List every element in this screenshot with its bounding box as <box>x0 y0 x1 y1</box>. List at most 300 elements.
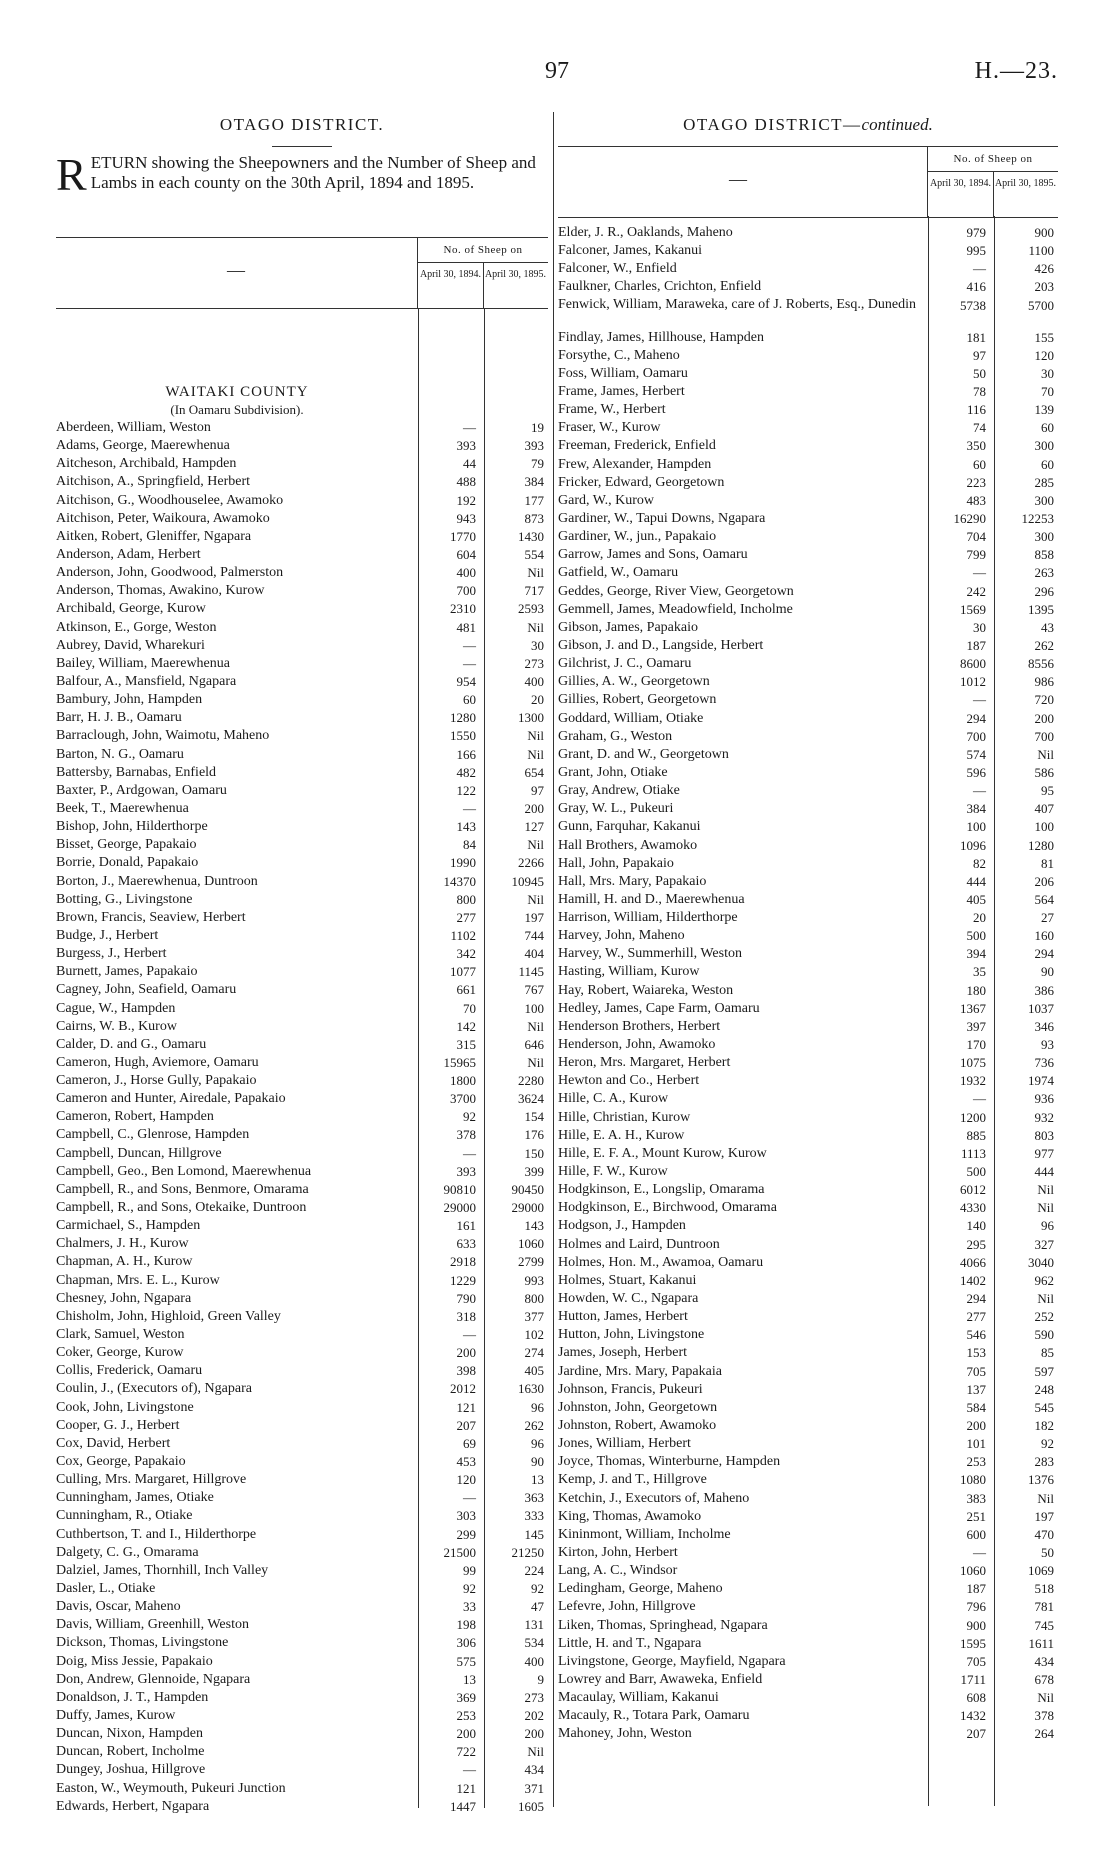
sheep-1895: 2280 <box>518 1073 544 1089</box>
sheep-1894: 574 <box>966 746 986 762</box>
table-row <box>558 1145 1058 1163</box>
sheep-1894: 14370 <box>443 873 476 889</box>
sheep-1895: 85 <box>1041 1345 1054 1361</box>
sheep-1894: 1447 <box>450 1798 476 1814</box>
owner-name: Aitken, Robert, Gleniffer, Ngapara <box>56 528 252 544</box>
table-row <box>56 419 548 437</box>
sheep-1895: 736 <box>1034 1055 1054 1071</box>
sheep-1895: 19 <box>531 420 544 435</box>
right-heading-continued: continued. <box>861 115 933 134</box>
owner-name: Battersby, Barnabas, Enfield <box>56 764 217 780</box>
sheep-1894: 705 <box>966 1653 986 1669</box>
sheep-1894: 488 <box>456 474 476 490</box>
sheep-1895: 654 <box>524 764 544 780</box>
sheep-1894: 1102 <box>450 927 476 943</box>
owner-name: Bisset, George, Papakaio <box>56 837 197 853</box>
sheep-1894: 318 <box>456 1308 476 1324</box>
owner-name: Cameron, J., Horse Gully, Papakaio <box>56 1073 257 1089</box>
sheep-1895: 262 <box>524 1417 544 1433</box>
owner-name: Chalmers, J. H., Kurow <box>56 1236 189 1252</box>
table-row <box>56 1471 548 1489</box>
sheep-1894: — <box>973 565 986 581</box>
sheep-1894: 99 <box>463 1562 476 1578</box>
sheep-1895: 1060 <box>518 1236 544 1252</box>
sheep-1895: 300 <box>1034 438 1054 454</box>
sheep-1894: 223 <box>966 474 986 490</box>
table-row <box>56 1435 548 1453</box>
table-row <box>56 927 548 945</box>
owner-name: Aberdeen, William, Weston <box>56 420 211 435</box>
table-row <box>56 746 548 764</box>
table-row <box>56 1054 548 1072</box>
sheep-1895: 745 <box>1034 1617 1054 1633</box>
intro-text: ETURN showing the Sheepowners and the Number of Sheep and Lambs in each county on the 30th April, 1894 and 1895. <box>90 153 536 192</box>
sheep-1894: — <box>463 1490 476 1506</box>
sheep-1895: 92 <box>531 1581 544 1596</box>
table-row <box>558 982 1058 1000</box>
table-row <box>558 1417 1058 1435</box>
owner-name: Carmichael, S., Hampden <box>56 1218 201 1234</box>
left-table-header <box>56 237 548 309</box>
table-row <box>558 1163 1058 1181</box>
owner-name: Hall, John, Papakaio <box>558 855 674 871</box>
owner-name: Grant, D. and W., Georgetown <box>558 746 729 762</box>
sheep-1894: 604 <box>456 546 476 562</box>
sheep-1895: 1145 <box>518 964 544 980</box>
owner-name: Chapman, Mrs. E. L., Kurow <box>56 1272 220 1288</box>
owner-name: Aitchison, G., Woodhouselee, Awamoko <box>56 492 284 508</box>
owner-name: Budge, J., Herbert <box>56 927 159 943</box>
sheep-1894: 60 <box>973 456 986 472</box>
sheep-1895: 781 <box>1034 1599 1054 1615</box>
sheep-1894: 143 <box>456 819 476 835</box>
owner-name: Burnett, James, Papakaio <box>56 964 198 980</box>
sheep-1895: 197 <box>1034 1508 1054 1524</box>
table-row <box>558 637 1058 655</box>
table-row <box>558 691 1058 709</box>
sheep-1895: 95 <box>1041 783 1054 799</box>
table-row <box>558 278 1058 296</box>
sheep-1895: 21250 <box>511 1544 544 1560</box>
table-row <box>56 1653 548 1671</box>
table-row <box>56 818 548 836</box>
sheep-1895: Nil <box>1037 746 1054 762</box>
table-row <box>558 528 1058 546</box>
owner-name: Freeman, Frederick, Enfield <box>558 438 716 454</box>
sheep-1894: 1075 <box>960 1055 986 1071</box>
owner-name: Gibson, J. and D., Langside, Herbert <box>558 637 764 653</box>
sheep-1895: 200 <box>524 1726 544 1742</box>
owner-name: Cameron, Hugh, Aviemore, Oamaru <box>56 1054 259 1070</box>
sheep-1894: 16290 <box>953 510 986 526</box>
table-row <box>56 1253 548 1271</box>
owner-name: Cameron and Hunter, Airedale, Papakaio <box>56 1091 286 1107</box>
sheep-1894: 92 <box>463 1581 476 1596</box>
table-row <box>56 945 548 963</box>
sheep-1894: 166 <box>456 746 476 762</box>
sheep-1895: 197 <box>524 909 544 925</box>
sheep-1894: 1200 <box>960 1109 986 1125</box>
sheep-1895: 1430 <box>518 528 544 544</box>
sheep-1895: 30 <box>531 637 544 653</box>
sheep-1895: 43 <box>1041 619 1054 635</box>
table-row <box>56 1000 548 1018</box>
table-row <box>558 1671 1058 1689</box>
sheep-1895: 900 <box>1034 225 1054 240</box>
owner-name: Hille, C. A., Kurow <box>558 1091 669 1107</box>
owner-name: Faulkner, Charles, Crichton, Enfield <box>558 279 762 295</box>
sheep-1894: 207 <box>456 1417 476 1433</box>
sheep-1894: 979 <box>966 225 986 240</box>
table-row <box>558 347 1058 365</box>
sheep-1895: 873 <box>524 510 544 526</box>
owner-name: Borton, J., Maerewhenua, Duntroon <box>56 873 258 889</box>
sheep-1894: — <box>463 1762 476 1778</box>
owner-name: Hamill, H. and D., Maerewhenua <box>558 891 745 907</box>
table-row <box>56 963 548 981</box>
sheep-1895: 393 <box>524 438 544 454</box>
sheep-1895: Nil <box>527 728 544 744</box>
sheep-1895: 2799 <box>518 1254 544 1270</box>
owner-name: Duncan, Nixon, Hampden <box>56 1726 203 1742</box>
sheep-1894: 92 <box>463 1109 476 1125</box>
owner-name: Hille, Christian, Kurow <box>558 1109 691 1125</box>
sheep-1895: 8556 <box>1028 656 1054 672</box>
sheep-1895: 176 <box>524 1127 544 1143</box>
sheep-1895: 92 <box>1041 1436 1054 1452</box>
table-row <box>558 1653 1058 1671</box>
sheep-1894: 198 <box>456 1617 476 1633</box>
sheep-1894: 90810 <box>443 1181 476 1197</box>
sheep-1894: 82 <box>973 855 986 871</box>
owner-name: Frew, Alexander, Hampden <box>558 456 712 472</box>
sheep-1894: 600 <box>966 1526 986 1542</box>
owner-name: Aubrey, David, Wharekuri <box>56 637 205 653</box>
table-row <box>56 1671 548 1689</box>
sheep-1895: 155 <box>1034 329 1054 345</box>
table-row <box>558 1272 1058 1290</box>
table-row <box>558 260 1058 278</box>
owner-name: Calder, D. and G., Oamaru <box>56 1036 207 1052</box>
owner-name: Hutton, John, Livingstone <box>558 1327 705 1343</box>
sheep-1894: 575 <box>456 1653 476 1669</box>
owner-name: Cox, David, Herbert <box>56 1435 171 1451</box>
sheep-1895: 50 <box>1041 1544 1054 1560</box>
table-row <box>56 1308 548 1326</box>
owner-name: Brown, Francis, Seaview, Herbert <box>56 909 246 925</box>
sheep-1895: 434 <box>1034 1653 1054 1669</box>
owner-name: Chesney, John, Ngapara <box>56 1290 192 1306</box>
sheep-1895: 160 <box>1034 928 1054 944</box>
sheep-1894: — <box>463 800 476 816</box>
sheep-1895: 47 <box>531 1599 544 1615</box>
table-row <box>56 564 548 582</box>
sheep-1894: 954 <box>456 673 476 689</box>
table-row <box>558 1236 1058 1254</box>
owner-name: Campbell, C., Glenrose, Hampden <box>56 1127 250 1143</box>
owner-name: Doig, Miss Jessie, Papakaio <box>56 1653 213 1669</box>
sheep-1894: 170 <box>966 1037 986 1053</box>
sheep-1894: 704 <box>966 529 986 545</box>
column-rule <box>484 308 485 1808</box>
table-row <box>56 528 548 546</box>
sheep-1894: 383 <box>966 1490 986 1506</box>
sheep-1895: 90 <box>531 1454 544 1470</box>
sheep-1895: 60 <box>1041 456 1054 472</box>
sheep-1894: 277 <box>456 909 476 925</box>
table-row <box>56 1145 548 1163</box>
owner-name: Cooper, G. J., Herbert <box>56 1417 180 1433</box>
sheep-1894: 180 <box>966 982 986 998</box>
table-row <box>56 1126 548 1144</box>
sheep-1895: 81 <box>1041 855 1054 871</box>
sheep-1895: 224 <box>524 1562 544 1578</box>
table-row <box>56 1199 548 1217</box>
sheep-1895: 518 <box>1034 1581 1054 1597</box>
owner-name: Cagney, John, Seafield, Oamaru <box>56 982 237 998</box>
owner-name: Little, H. and T., Ngapara <box>558 1635 702 1651</box>
sheep-1895: 100 <box>1034 819 1054 835</box>
table-row <box>56 1018 548 1036</box>
sheep-1894: 796 <box>966 1599 986 1615</box>
table-row <box>558 1254 1058 1272</box>
owner-name: Dalgety, C. G., Omarama <box>56 1544 199 1560</box>
sheep-1895: 127 <box>524 819 544 835</box>
owner-name: Gardiner, W., Tapui Downs, Ngapara <box>558 510 766 526</box>
table-row <box>56 727 548 745</box>
owner-name: Holmes, Hon. M., Awamoa, Oamaru <box>558 1254 764 1270</box>
sheep-1894: 44 <box>463 456 476 472</box>
owner-name: Joyce, Thomas, Winterburne, Hampden <box>558 1454 781 1470</box>
sheep-1894: 4330 <box>960 1200 986 1216</box>
table-row <box>558 782 1058 800</box>
table-row <box>56 673 548 691</box>
table-row <box>558 456 1058 474</box>
table-row <box>56 1453 548 1471</box>
owner-name: Barton, N. G., Oamaru <box>56 746 184 762</box>
table-row <box>56 619 548 637</box>
sheep-1895: 545 <box>1034 1399 1054 1415</box>
table-row <box>558 1308 1058 1326</box>
sheep-1895: 1037 <box>1028 1000 1054 1016</box>
sheep-1895: 590 <box>1034 1327 1054 1343</box>
table-row <box>56 782 548 800</box>
table-row <box>558 1290 1058 1308</box>
table-row <box>56 1108 548 1126</box>
sheep-1895: 800 <box>524 1290 544 1306</box>
table-row <box>558 673 1058 691</box>
owner-name: Harvey, W., Summerhill, Weston <box>558 946 742 962</box>
sheep-1895: 139 <box>1034 402 1054 418</box>
sheep-1895: 102 <box>524 1327 544 1343</box>
table-row <box>558 710 1058 728</box>
column-rule <box>994 216 995 1806</box>
sheep-1895: 202 <box>524 1707 544 1723</box>
sheep-1895: 200 <box>524 800 544 816</box>
sheep-1895: 131 <box>524 1617 544 1633</box>
table-row <box>558 1580 1058 1598</box>
sheep-1894: 192 <box>456 492 476 508</box>
table-row <box>558 1054 1058 1072</box>
sheep-1894: 483 <box>966 492 986 508</box>
sheep-1894: 1402 <box>960 1272 986 1288</box>
sheep-1894: 584 <box>966 1399 986 1415</box>
sheep-1895: 400 <box>524 673 544 689</box>
table-row <box>56 1290 548 1308</box>
table-row <box>56 1580 548 1598</box>
owner-name: Davis, William, Greenhill, Weston <box>56 1617 249 1633</box>
sheep-1895: 273 <box>524 1689 544 1705</box>
sheep-1894: 799 <box>966 547 986 563</box>
table-row <box>558 1127 1058 1145</box>
sheep-1895: 936 <box>1034 1091 1054 1107</box>
sheep-1894: 78 <box>973 383 986 399</box>
table-row <box>558 601 1058 619</box>
table-row <box>558 891 1058 909</box>
table-row <box>56 1598 548 1616</box>
sheep-1895: 182 <box>1034 1418 1054 1433</box>
table-row <box>56 1634 548 1652</box>
sheep-1895: 70 <box>1041 383 1054 399</box>
owner-name: Bambury, John, Hampden <box>56 692 203 708</box>
owner-name: Henderson, John, Awamoko <box>558 1037 716 1053</box>
owner-name: Borrie, Donald, Papakaio <box>56 855 199 871</box>
table-row <box>56 510 548 528</box>
sheep-1894: 253 <box>966 1454 986 1470</box>
sheep-1894: 900 <box>966 1617 986 1633</box>
owner-name: Mahoney, John, Weston <box>558 1726 692 1742</box>
table-row <box>56 1689 548 1707</box>
sheep-count-header <box>417 238 548 308</box>
sheep-1895: 767 <box>524 982 544 998</box>
table-row <box>558 1453 1058 1471</box>
table-row <box>558 1363 1058 1381</box>
table-row <box>56 691 548 709</box>
sheep-1895: 27 <box>1041 910 1054 926</box>
table-row <box>558 963 1058 981</box>
owner-name: Hewton and Co., Herbert <box>558 1073 700 1089</box>
sheep-1894: 33 <box>463 1599 476 1615</box>
table-row <box>558 1689 1058 1707</box>
sheep-1894: 187 <box>966 637 986 653</box>
owner-name: Henderson Brothers, Herbert <box>558 1018 721 1034</box>
sheep-1895: 1069 <box>1028 1563 1054 1579</box>
sheep-1894: 142 <box>456 1018 476 1034</box>
sheep-1895: 300 <box>1034 529 1054 545</box>
table-row <box>56 546 548 564</box>
sheep-1894: 299 <box>456 1526 476 1542</box>
table-row <box>558 1381 1058 1399</box>
table-row <box>558 1544 1058 1562</box>
table-row <box>56 709 548 727</box>
sheep-1894: 995 <box>966 243 986 259</box>
sheep-1895: 143 <box>524 1218 544 1234</box>
sheep-1894: 29000 <box>443 1200 476 1216</box>
left-column <box>56 112 548 1816</box>
owner-name: Foss, William, Oamaru <box>558 365 688 381</box>
table-row <box>558 1562 1058 1580</box>
table-row <box>558 510 1058 528</box>
sheep-1895: 377 <box>524 1308 544 1324</box>
table-row <box>56 1761 548 1779</box>
owner-name: Johnston, Robert, Awamoko <box>558 1418 717 1433</box>
sheep-1895: 1630 <box>518 1381 544 1397</box>
table-row <box>56 1181 548 1199</box>
sheep-1894: 700 <box>456 583 476 599</box>
table-row <box>56 1417 548 1435</box>
group-title: No. of Sheep on <box>418 238 548 263</box>
owner-name: Gibson, James, Papakaio <box>558 619 698 635</box>
owner-name: Lowrey and Barr, Awaweka, Enfield <box>558 1671 763 1687</box>
sheep-1895: 434 <box>524 1762 544 1778</box>
sheep-1895: 60 <box>1041 420 1054 436</box>
table-row <box>558 837 1058 855</box>
right-heading-text: OTAGO DISTRICT— <box>683 115 862 134</box>
sheep-1894: 2012 <box>450 1381 476 1397</box>
owner-name: Hay, Robert, Waiareka, Weston <box>558 982 734 998</box>
sheep-1895: 12253 <box>1021 510 1054 526</box>
sheep-1895: 97 <box>531 782 544 798</box>
owner-name: Dalziel, James, Thornhill, Inch Valley <box>56 1562 269 1578</box>
owner-name: Botting, G., Livingstone <box>56 891 193 907</box>
owner-name: Cairns, W. B., Kurow <box>56 1018 177 1034</box>
sheep-1894: 8600 <box>960 656 986 672</box>
owner-name: Gillies, A. W., Georgetown <box>558 674 710 690</box>
sheep-1895: 405 <box>524 1363 544 1379</box>
sheep-1895: 3624 <box>518 1091 544 1107</box>
owner-name: Lang, A. C., Windsor <box>558 1563 678 1579</box>
sheep-1895: 700 <box>1034 728 1054 744</box>
sheep-1894: — <box>463 1327 476 1343</box>
table-row <box>558 1471 1058 1489</box>
table-row <box>56 473 548 491</box>
sheep-1894: 596 <box>966 764 986 780</box>
sheep-1895: 363 <box>524 1490 544 1506</box>
table-row <box>558 1090 1058 1108</box>
owner-name: Gillies, Robert, Georgetown <box>558 692 717 708</box>
header-dash: — <box>729 169 747 189</box>
sheep-1894: 661 <box>456 982 476 998</box>
owner-name: Duffy, James, Kurow <box>56 1707 176 1723</box>
sheep-1894: 1595 <box>960 1635 986 1651</box>
table-row <box>56 1616 548 1634</box>
owner-name: Dungey, Joshua, Hillgrove <box>56 1762 206 1778</box>
sheep-1894: 70 <box>463 1000 476 1016</box>
sheep-1895: 2266 <box>518 855 544 871</box>
sheep-1895: Nil <box>527 1054 544 1070</box>
page-number: 97 <box>545 58 569 84</box>
sheep-1894: 1080 <box>960 1472 986 1488</box>
table-row <box>558 909 1058 927</box>
sheep-1894: 84 <box>463 837 476 853</box>
return-intro <box>56 153 548 237</box>
sheep-1895: 993 <box>524 1272 544 1288</box>
table-row <box>558 1217 1058 1235</box>
table-row <box>558 546 1058 564</box>
owner-name: Hille, E. F. A., Mount Kurow, Kurow <box>558 1145 767 1161</box>
sheep-1895: 206 <box>1034 873 1054 889</box>
owner-name: Campbell, R., and Sons, Otekaike, Duntroon <box>56 1200 307 1216</box>
sheep-1894: 398 <box>456 1363 476 1379</box>
sheep-1894: 3700 <box>450 1091 476 1107</box>
owner-name: Collis, Frederick, Oamaru <box>56 1363 203 1379</box>
table-row <box>558 1635 1058 1653</box>
sheep-1895: 79 <box>531 456 544 472</box>
sheep-1894: 122 <box>456 782 476 798</box>
owner-name: Gray, Andrew, Otiake <box>558 783 680 799</box>
owner-name: Duncan, Robert, Incholme <box>56 1744 205 1760</box>
left-heading: OTAGO DISTRICT. <box>219 115 385 134</box>
